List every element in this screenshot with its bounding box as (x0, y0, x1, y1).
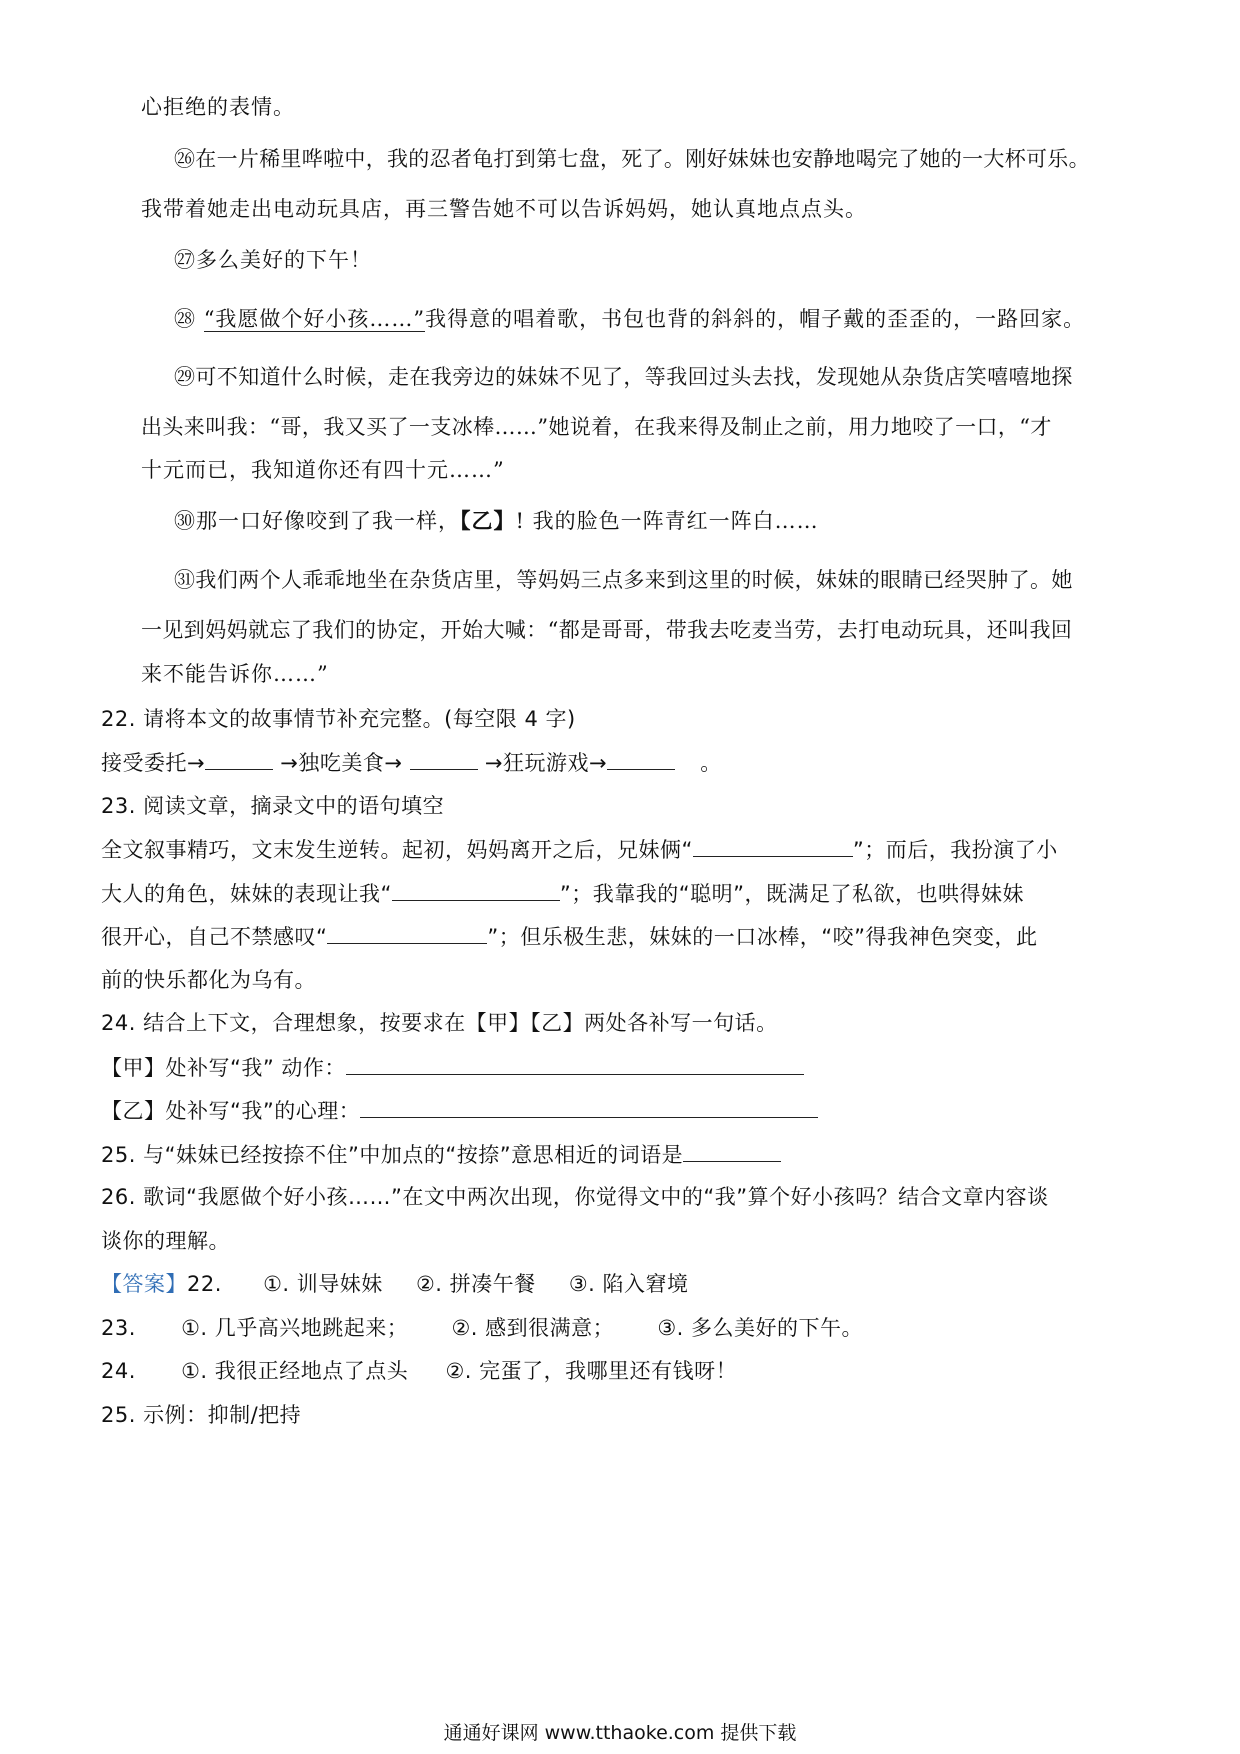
question-23: 23. 阅读文章，摘录文中的语句填空 (101, 794, 445, 818)
answer-line[interactable] (346, 1052, 804, 1075)
answer-blank[interactable] (205, 747, 273, 770)
story-paragraph-31: ㉛我们两个人乖乖地坐在杂货店里，等妈妈三点多来到这里的时候，妹妹的眼睛已经哭肿了。她 (174, 568, 1073, 592)
answer-blank[interactable] (392, 878, 560, 901)
story-paragraph-30: ㉚那一口好像咬到了我一样，【乙】! 我的脸色一阵青红一阵白…… (174, 508, 819, 533)
question-23-line-4: 前的快乐都化为乌有。 (101, 968, 316, 992)
question-24-jia: 【甲】处补写“我” 动作： (101, 1052, 804, 1083)
story-paragraph-26: ㉖在一片稀里哗啦中，我的忍者龟打到第七盘，死了。刚好妹妹也安静地喝完了她的一大杯可乐。 (174, 147, 1090, 171)
story-paragraph-26-cont: 我带着她走出电动玩具店，再三警告她不可以告诉妈妈，她认真地点点头。 (141, 197, 867, 221)
question-23-line-2: 大人的角色，妹妹的表现让我“ ”；我靠我的“聪明”，既满足了私欲，也哄得妹妹 (101, 878, 1024, 909)
answer-23: 23. ①. 几乎高兴地跳起来； ②. 感到很满意； ③. 多么美好的下午。 (101, 1316, 864, 1340)
blank-marker-yi: 【乙】 (460, 508, 516, 533)
answer-blank[interactable] (327, 921, 487, 944)
answer-tag: 【答案】 (101, 1272, 187, 1296)
question-23-line-1: 全文叙事精巧，文末发生逆转。起初，妈妈离开之后，兄妹俩“ ”；而后，我扮演了小 (101, 834, 1058, 865)
question-24: 24. 结合上下文，合理想象，按要求在【甲】【乙】两处各补写一句话。 (101, 1011, 778, 1035)
song-lyric-underlined: “我愿做个好小孩……” (203, 307, 426, 331)
answer-25: 25. 示例：抑制/把持 (101, 1403, 302, 1427)
story-paragraph-31-cont: 一见到妈妈就忘了我们的协定，开始大喊：“都是哥哥，带我去吃麦当劳，去打电动玩具，还叫我回 (141, 618, 1073, 642)
answer-blank[interactable] (410, 747, 478, 770)
question-24-yi: 【乙】处补写“我”的心理： (101, 1095, 818, 1126)
story-paragraph-28: ㉘ “我愿做个好小孩……”我得意的唱着歌，书包也背的斜斜的，帽子戴的歪歪的，一路回家。 (174, 307, 1086, 331)
story-paragraph-25-end: 心拒绝的表情。 (141, 95, 295, 119)
story-paragraph-31-end: 来不能告诉你……” (141, 662, 329, 686)
question-23-line-3: 很开心，自己不禁感叹“ ”；但乐极生悲，妹妹的一口冰棒，“咬”得我神色突变，此 (101, 921, 1038, 952)
answer-blank[interactable] (693, 834, 853, 857)
question-26: 26. 歌词“我愿做个好小孩……”在文中两次出现，你觉得文中的“我”算个好小孩吗？结合文章内容谈 (101, 1185, 1049, 1209)
story-paragraph-29-cont: 出头来叫我：“哥，我又买了一支冰棒……”她说着，在我来得及制止之前，用力地咬了一口，“才 (141, 415, 1052, 439)
answer-line[interactable] (360, 1095, 818, 1118)
answer-24: 24. ①. 我很正经地点了点头 ②. 完蛋了，我哪里还有钱呀！ (101, 1359, 738, 1383)
answer-blank[interactable] (607, 747, 675, 770)
answer-22: 【答案】22. ①. 训导妹妹 ②. 拼凑午餐 ③. 陷入窘境 (101, 1272, 689, 1296)
question-26-cont: 谈你的理解。 (101, 1229, 230, 1253)
answer-blank[interactable] (683, 1139, 781, 1162)
question-25: 25. 与“妹妹已经按捺不住”中加点的“按捺”意思相近的词语是 (101, 1139, 781, 1170)
page-footer: 通通好课网 www.tthaoke.com 提供下载 (443, 1722, 797, 1744)
question-22: 22. 请将本文的故事情节补充完整。(每空限 4 字) (101, 707, 576, 731)
story-paragraph-29-end: 十元而已，我知道你还有四十元……” (141, 458, 505, 482)
question-22-plot-flow: 接受委托→ →独吃美食→ →狂玩游戏→ 。 (101, 747, 722, 778)
story-paragraph-29: ㉙可不知道什么时候，走在我旁边的妹妹不见了，等我回过头去找，发现她从杂货店笑嘻嘻地探 (174, 365, 1073, 389)
story-paragraph-27: ㉗多么美好的下午！ (174, 248, 372, 272)
